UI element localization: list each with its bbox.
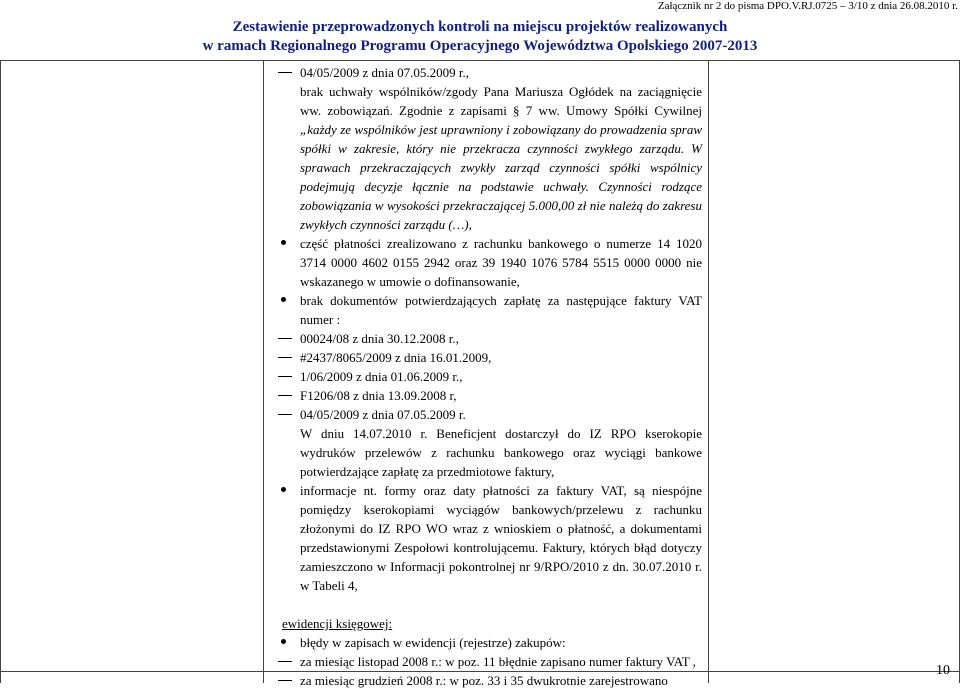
title-line-1: Zestawienie przeprowadzonych kontroli na miejscu projektów realizowanych [232, 19, 728, 35]
invoice-item: 1/06/2009 z dnia 01.06.2009 r., [270, 367, 702, 386]
finding-paragraph: W dniu 14.07.2010 r. Beneficjent dostarczył do IZ RPO kserokopie wydruków przelewów z rachunku bankowego oraz wyciągi bankowe potwierdzające zapłatę za przedmiotowe faktury, [300, 426, 702, 479]
invoice-item: 00024/08 z dnia 30.12.2008 r., [270, 329, 702, 348]
paragraph-text: brak uchwały wspólników/zgody Pana Mariusza Ogłódek na zaciągnięcie ww. zobowiązań. Zgodnie z zapisami § 7 ww. Umowy Spółki Cywilnej [300, 84, 702, 118]
findings-cell [270, 63, 702, 690]
list-item: za miesiąc grudzień 2008 r.: w poz. 33 i 35 dwukrotnie zarejestrowano [270, 671, 702, 690]
page-number: 10 [936, 663, 950, 678]
table-column-divider-1 [263, 60, 264, 683]
list-item: część płatności zrealizowano z rachunku bankowego o numerze 14 1020 3714 0000 4602 0155 2942 oraz 39 1940 1076 5784 5515 0000 0000 nie wskazanego w umowie o dofinansowanie, [270, 234, 702, 291]
section-heading: ewidencji księgowej: [282, 616, 393, 631]
title-line-2: w ramach Regionalnego Programu Operacyjnego Województwa Opolskiego 2007-2013 [202, 38, 758, 54]
list-item: błędy w zapisach w ewidencji (rejestrze) zakupów: [270, 633, 702, 652]
document-title [0, 18, 960, 56]
invoice-item: #2437/8065/2009 z dnia 16.01.2009, [270, 348, 702, 367]
spacer [270, 595, 702, 614]
list-item: za miesiąc listopad 2008 r.: w poz. 11 błędnie zapisano numer faktury VAT , [270, 652, 702, 671]
table-border-left [0, 60, 1, 683]
list-item: 04/05/2009 z dnia 07.05.2009 r., [270, 63, 702, 82]
list-item: brak dokumentów potwierdzających zapłatę za następujące faktury VAT numer : [270, 291, 702, 329]
finding-paragraph [270, 82, 702, 234]
list-item: informacje nt. formy oraz daty płatności za faktury VAT, są niespójne pomiędzy kserokopiami wyciągów bankowych/przelewu z rachunku złożonymi do IZ RPO WO wraz z wnioskiem o płatność, a dokumentami przedstawionymi Zespołowi kontrolującemu. Faktury, których błąd dotyczy zamieszczono w Informacji pokontrolnej nr 9/RPO/2010 z dn. 30.07.2010 r. w Tabeli 4, [270, 481, 702, 595]
quoted-text: „każdy ze wspólników jest uprawniony i zobowiązany do prowadzenia spraw spółki w zakresie, który nie przekracza czynności zwykłego zarządu. W sprawach przekraczających zwykły zarząd czynności spółki wspólnicy podejmują decyzje łącznie na podstawie uchwały. Czynności rodzące zobowiązania w wysokości przekraczającej 5.000,00 zł nie należą do zakresu zwykłych czynności zarządu (…), [300, 122, 702, 232]
table-column-divider-2 [708, 60, 709, 683]
invoice-item: 04/05/2009 z dnia 07.05.2009 r. [270, 405, 702, 424]
invoice-item: F1206/08 z dnia 13.09.2008 r, [270, 386, 702, 405]
document-annotation: Załącznik nr 2 do pisma DPO.V.RJ.0725 – 3/10 z dnia 26.08.2010 r. [657, 0, 958, 12]
